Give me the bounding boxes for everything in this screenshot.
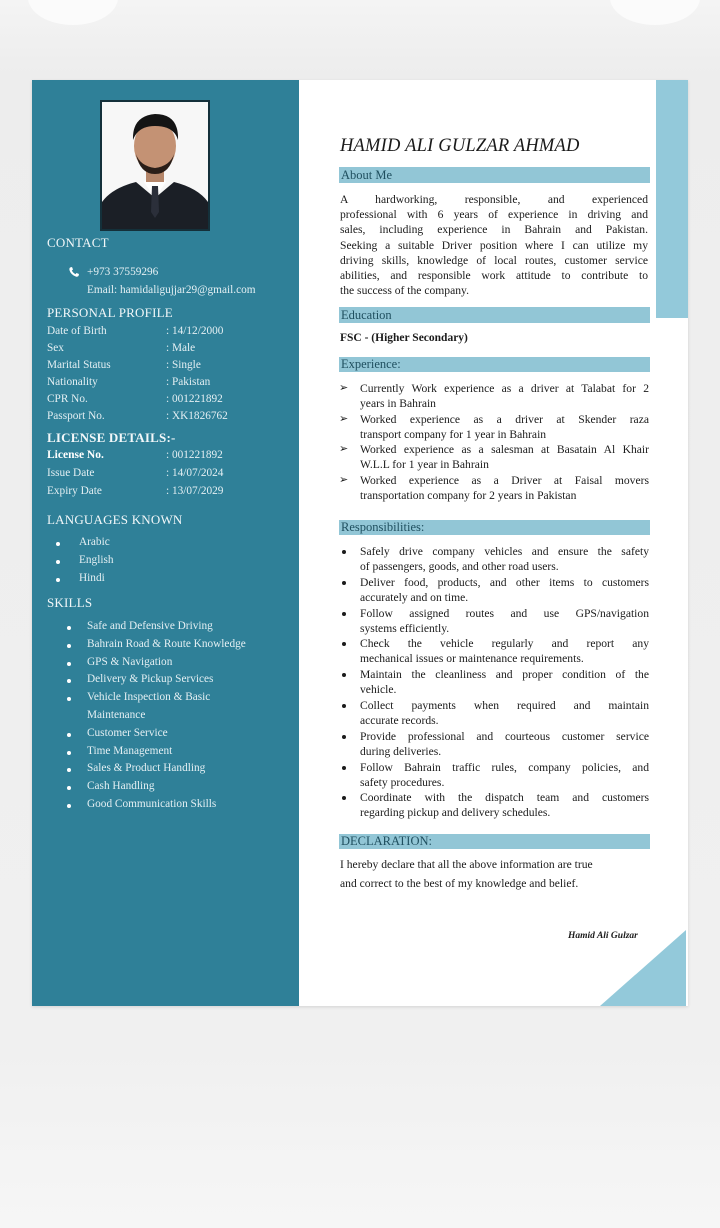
- skill-bullet: [67, 679, 71, 683]
- responsibility-line: Follow Bahrain traffic rules, company policies, and: [360, 760, 649, 774]
- license-value: : 14/07/2024: [166, 467, 224, 479]
- contact-heading: CONTACT: [47, 235, 109, 250]
- skill-item: Delivery & Pickup Services: [87, 673, 214, 686]
- skills-heading: SKILLS: [47, 595, 93, 610]
- about-section-bar: [339, 167, 650, 183]
- skill-bullet: [67, 733, 71, 737]
- skill-item: Bahrain Road & Route Knowledge: [87, 637, 246, 650]
- about-line: the success of the company.: [340, 284, 469, 298]
- experience-line: Currently Work experience as a driver at Talabat for 2: [360, 382, 649, 395]
- sidebar: [32, 80, 299, 1006]
- skill-bullet: [67, 786, 71, 790]
- experience-arrow-icon: ➢: [339, 382, 349, 394]
- experience-line: Worked experience as a salesman at Basatain Al Khair: [360, 443, 649, 456]
- about-heading: About Me: [341, 168, 393, 182]
- responsibility-line: Deliver food, products, and other items to customers: [360, 575, 649, 589]
- languages-heading: LANGUAGES KNOWN: [47, 512, 183, 527]
- language-item: Hindi: [79, 572, 105, 584]
- about-line: driving skills, knowledge of local routes, customer service: [340, 253, 648, 267]
- skill-bullet: [67, 804, 71, 808]
- experience-section-bar: [339, 357, 650, 372]
- profile-label: Sex: [47, 342, 64, 354]
- profile-photo: [100, 100, 210, 231]
- background-blob: [28, 0, 118, 25]
- language-item: Arabic: [79, 536, 110, 548]
- corner-triangle: [600, 930, 686, 1006]
- language-bullet: [56, 578, 60, 582]
- profile-value: : Pakistan: [166, 376, 211, 388]
- profile-value: : Male: [166, 342, 196, 354]
- experience-line: transportation company for 2 years in Pakistan: [360, 488, 577, 502]
- language-bullet: [56, 560, 60, 564]
- declaration-line: I hereby declare that all the above information are true: [340, 858, 593, 871]
- experience-line: Worked experience as a Driver at Faisal movers: [360, 473, 649, 487]
- responsibility-line: during deliveries.: [360, 744, 442, 758]
- education-section-bar: [339, 307, 650, 323]
- responsibility-bullet: [342, 766, 346, 770]
- profile-value: : XK1826762: [166, 410, 228, 422]
- profile-value: : 001221892: [166, 393, 223, 405]
- license-value: : 001221892: [166, 449, 223, 461]
- license-heading: LICENSE DETAILS:-: [47, 430, 176, 445]
- skill-bullet: [67, 768, 71, 772]
- responsibility-line: Follow assigned routes and use GPS/navigation: [360, 606, 649, 620]
- profile-value: : Single: [166, 359, 201, 371]
- responsibility-line: Provide professional and courteous customer service: [360, 729, 649, 743]
- contact-phone: +973 37559296: [87, 266, 159, 278]
- responsibility-bullet: [342, 796, 346, 800]
- experience-line: Worked experience as a driver at Skender raza: [360, 412, 649, 426]
- skill-item: Customer Service: [87, 726, 168, 739]
- responsibility-line: systems efficiently.: [360, 621, 450, 635]
- profile-label: Passport No.: [47, 410, 105, 422]
- responsibility-line: accurate records.: [360, 714, 439, 727]
- profile-label: Marital Status: [47, 359, 111, 371]
- responsibility-bullet: [342, 704, 346, 708]
- skill-bullet: [67, 644, 71, 648]
- skill-bullet: [67, 662, 71, 666]
- responsibility-line: Maintain the cleanliness and proper condition of the: [360, 668, 649, 682]
- responsibility-bullet: [342, 550, 346, 554]
- responsibility-bullet: [342, 642, 346, 646]
- license-value: : 13/07/2029: [166, 485, 224, 497]
- declaration-section-bar: [339, 834, 650, 849]
- responsibilities-section-bar: [339, 520, 650, 535]
- experience-line: W.L.L for 1 year in Bahrain: [360, 458, 489, 471]
- signature: Hamid Ali Gulzar: [568, 931, 638, 941]
- experience-heading: Experience:: [341, 357, 401, 371]
- responsibility-bullet: [342, 581, 346, 585]
- page-title: HAMID ALI GULZAR AHMAD: [340, 136, 580, 156]
- skill-bullet: [67, 626, 71, 630]
- resume-page: [32, 80, 688, 1006]
- contact-email: Email: hamidaligujjar29@gmail.com: [87, 284, 256, 296]
- skill-bullet: [67, 751, 71, 755]
- license-label: Expiry Date: [47, 485, 102, 497]
- skill-item: Safe and Defensive Driving: [87, 620, 213, 632]
- license-label: License No.: [47, 449, 104, 461]
- about-line: professional with 6 years of experience in driving and: [340, 208, 648, 222]
- education-entry: FSC - (Higher Secondary): [340, 332, 468, 344]
- experience-arrow-icon: ➢: [339, 443, 349, 455]
- language-bullet: [56, 542, 60, 546]
- skill-item: Cash Handling: [87, 780, 155, 793]
- skill-item: Good Communication Skills: [87, 798, 217, 810]
- responsibility-line: vehicle.: [360, 683, 397, 697]
- about-line: abilities, and responsible work attitude to contribute to: [340, 269, 648, 282]
- responsibility-line: safety procedures.: [360, 775, 445, 789]
- personal-profile-heading: PERSONAL PROFILE: [47, 305, 173, 320]
- skill-bullet: [67, 697, 71, 701]
- accent-bar: [656, 80, 688, 318]
- experience-line: years in Bahrain: [360, 397, 436, 410]
- skill-item: GPS & Navigation: [87, 655, 173, 668]
- about-line: sales, including experience in Bahrain and Pakistan.: [340, 223, 648, 237]
- about-line: Seeking a suitable Driver position where I can utilize my: [340, 238, 648, 252]
- profile-label: Nationality: [47, 376, 98, 388]
- about-line: A hardworking, responsible, and experienced: [340, 193, 648, 206]
- responsibility-bullet: [342, 673, 346, 677]
- responsibility-line: regarding pickup and delivery schedules.: [360, 806, 551, 820]
- responsibility-bullet: [342, 612, 346, 616]
- skill-item: Vehicle Inspection & Basic: [87, 691, 211, 704]
- phone-icon: [68, 266, 80, 278]
- responsibility-line: Check the vehicle regularly and report any: [360, 637, 649, 651]
- responsibility-line: Collect payments when required and maintain: [360, 699, 649, 712]
- license-label: Issue Date: [47, 467, 95, 479]
- declaration-heading: DECLARATION:: [341, 834, 432, 848]
- skill-item: Time Management: [87, 744, 173, 757]
- declaration-line: and correct to the best of my knowledge and belief.: [340, 877, 579, 890]
- education-heading: Education: [341, 308, 392, 322]
- experience-line: transport company for 1 year in Bahrain: [360, 427, 547, 441]
- skill-item: Maintenance: [87, 709, 146, 721]
- responsibility-line: Safely drive company vehicles and ensure the safety: [360, 545, 649, 558]
- experience-arrow-icon: ➢: [339, 473, 349, 486]
- experience-arrow-icon: ➢: [339, 412, 349, 425]
- responsibility-line: Coordinate with the dispatch team and customers: [360, 791, 649, 805]
- profile-label: Date of Birth: [47, 325, 107, 337]
- profile-label: CPR No.: [47, 393, 88, 405]
- background-blob: [610, 0, 700, 25]
- responsibility-line: accurately and on time.: [360, 590, 469, 604]
- skill-item: Sales & Product Handling: [87, 762, 206, 775]
- responsibility-bullet: [342, 735, 346, 739]
- profile-value: : 14/12/2000: [166, 325, 224, 337]
- responsibility-line: of passengers, goods, and other road users.: [360, 560, 559, 573]
- language-item: English: [79, 554, 114, 566]
- responsibility-line: mechanical issues or maintenance requirements.: [360, 652, 584, 666]
- responsibilities-heading: Responsibilities:: [341, 520, 425, 534]
